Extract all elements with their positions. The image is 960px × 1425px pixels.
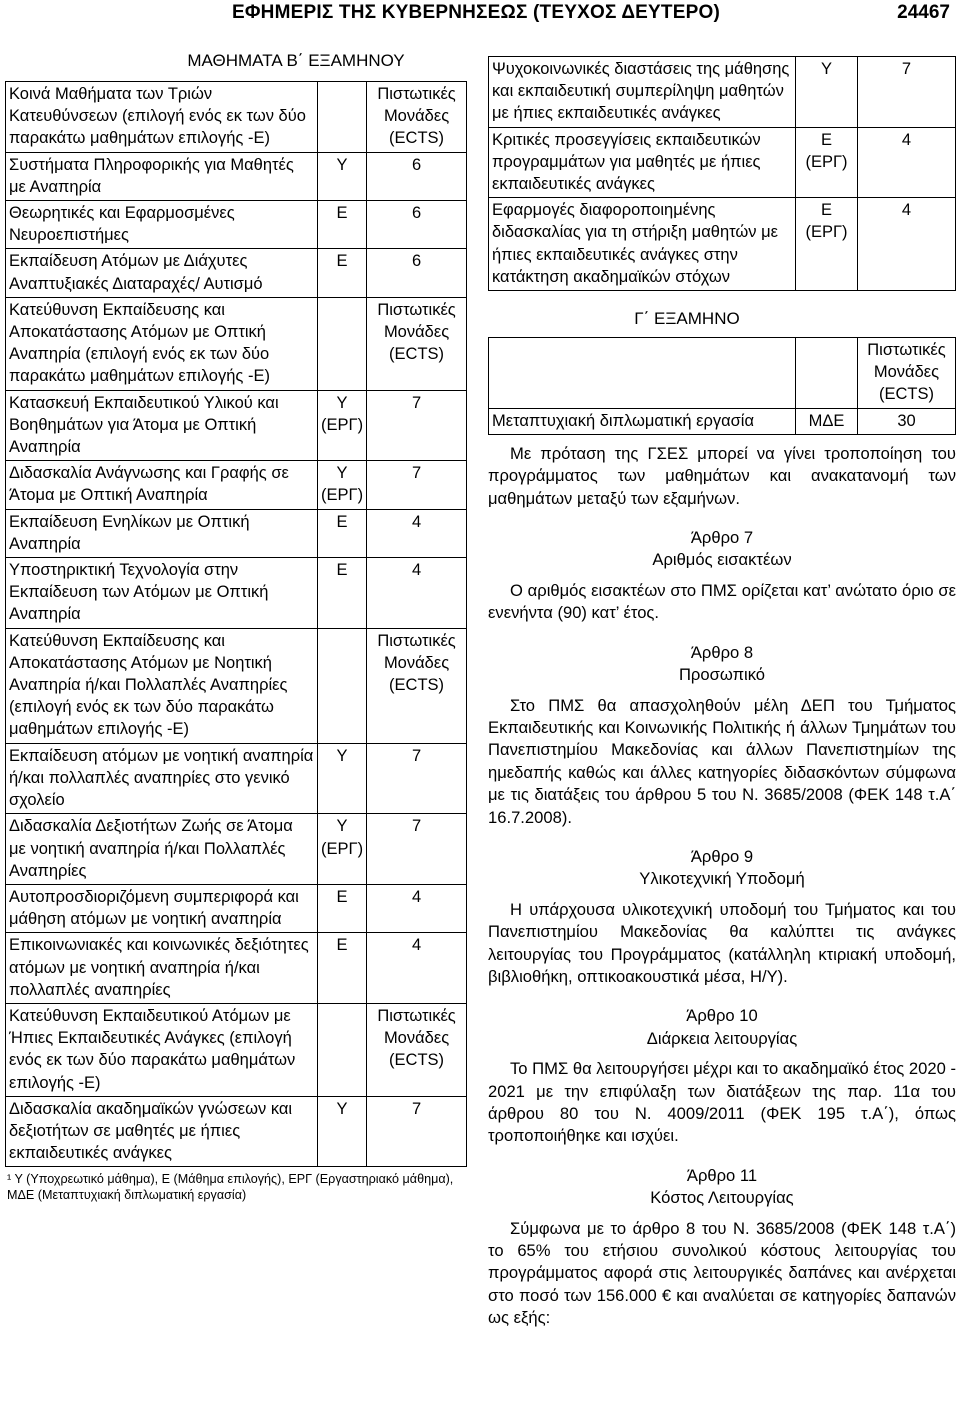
course-ects: 7 — [858, 57, 956, 128]
ects-header: Πιστωτικές Μονάδες (ECTS) — [858, 338, 956, 409]
article-body — [488, 580, 956, 625]
course-name: Θεωρητικές και Εφαρμοσμένες Νευροεπιστήμες — [6, 201, 318, 249]
course-type: Ε — [318, 201, 367, 249]
table-row — [489, 198, 956, 291]
article-body — [488, 899, 956, 989]
article-title: Αριθμός εισακτέων — [652, 550, 792, 570]
course-type: Υ (ΕΡΓ) — [318, 390, 367, 461]
semester-b-course-table — [5, 81, 467, 1167]
course-type: Ε (ΕΡΓ) — [796, 198, 858, 291]
table-cell-empty — [318, 1003, 367, 1096]
section-title: Κατεύθυνση Εκπαίδευσης και Αποκατάστασης Ατόμων με Οπτική Αναπηρία (επιλογή ενός εκ των δύο παρακάτω μαθημάτων επιλογής -Ε) — [6, 297, 318, 390]
table-row — [6, 249, 467, 297]
course-ects: 4 — [367, 884, 467, 932]
course-name: Διδασκαλία Ανάγνωσης και Γραφής σε Άτομα με Οπτική Αναπηρία — [6, 461, 318, 509]
section-title: Κατεύθυνση Εκπαίδευσης και Αποκατάστασης Ατόμων με Νοητική Αναπηρία ή/και Πολλαπλές Αναπηρίες (επιλογή ενός εκ των δύο παρακάτω μαθημάτων επιλογής -Ε) — [6, 628, 318, 743]
course-ects: 4 — [367, 558, 467, 629]
table-row — [489, 408, 956, 434]
paragraph-text: Στο ΠΜΣ θα απασχοληθούν μέλη ΔΕΠ του Τμήματος Εκπαιδευτικής και Κοινωνικής Πολιτικής ή άλλων Τμημάτων του Πανεπιστημίου Μακεδονίας και άλλων Πανεπιστημίων της ημεδαπής καθώς και άλλες κατηγορίες διδασκόντων σύμφωνα με τις διατάξεις του άρθρου 5 του Ν. 3685/2008 (ΦΕΚ 148 τ.Α΄ 16.7.2008). — [488, 695, 956, 827]
course-type: Ε — [318, 884, 367, 932]
course-name: Διδασκαλία ακαδημαϊκών γνώσεων και δεξιοτήτων σε μαθητές με ήπιες εκπαιδευτικές ανάγκες — [6, 1096, 318, 1167]
course-ects: 30 — [858, 408, 956, 434]
course-name: Υποστηρικτική Τεχνολογία στην Εκπαίδευση των Ατόμων με Οπτική Αναπηρία — [6, 558, 318, 629]
ects-header: Πιστωτικές Μονάδες (ECTS) — [367, 297, 467, 390]
table-row — [6, 509, 467, 557]
table-row — [6, 814, 467, 885]
table-section-header-row — [6, 1003, 467, 1096]
ects-header: Πιστωτικές Μονάδες (ECTS) — [367, 82, 467, 153]
footnote: ¹ Υ (Υποχρεωτικό μάθημα), Ε (Μάθημα επιλογής), ΕΡΓ (Εργαστηριακό μάθημα), ΜΔΕ (Μεταπτυχιακή διπλωματική εργασία) — [7, 1172, 454, 1203]
course-type: Ε — [318, 558, 367, 629]
paragraph-text: Το ΠΜΣ θα λειτουργήσει μέχρι και το ακαδημαϊκό έτος 2020 - 2021 με την επιφύλαξη των διατάξεων της παρ. 11α του άρθρου 80 του Ν. 4009/2011 (ΦΕΚ 195 τ.Α΄), όπως τροποποιήθηκε και ισχύει. — [488, 1059, 956, 1146]
table-row — [6, 933, 467, 1004]
course-ects: 4 — [367, 509, 467, 557]
course-name: Κατασκευή Εκπαιδευτικού Υλικού και Βοηθημάτων για Άτομα με Οπτική Αναπηρία — [6, 390, 318, 461]
course-name: Διδασκαλία Δεξιοτήτων Ζωής σε Άτομα με νοητική αναπηρία ή/και Πολλαπλές Αναπηρίες — [6, 814, 318, 885]
course-name: Επικοινωνιακές και κοινωνικές δεξιότητες ατόμων με νοητική αναπηρία ή/και πολλαπλές αναπηρίες — [6, 933, 318, 1004]
course-name: Εκπαίδευση Ενηλίκων με Οπτική Αναπηρία — [6, 509, 318, 557]
section-title: Κατεύθυνση Εκπαιδευτικού Ατόμων με Ήπιες Εκπαιδευτικές Ανάγκες (επιλογή ενός εκ των δύο παρακάτω μαθημάτων επιλογής -Ε) — [6, 1003, 318, 1096]
semester-b-heading: ΜΑΘΗΜΑΤΑ Β΄ ΕΞΑΜΗΝΟΥ — [187, 51, 405, 70]
table-row — [6, 1096, 467, 1167]
section-title: Κοινά Μαθήματα των Τριών Κατευθύνσεων (επιλογή ενός εκ των δύο παρακάτω μαθημάτων επιλογής -Ε) — [6, 82, 318, 153]
article-number: Άρθρο 11 — [686, 1165, 758, 1185]
course-ects: 7 — [367, 1096, 467, 1167]
table-row — [6, 884, 467, 932]
table-row — [6, 152, 467, 200]
paragraph-text: Η υπάρχουσα υλικοτεχνική υποδομή του Τμήματος και του Πανεπιστημίου Μακεδονίας θα καλύπτει τις ανάγκες λειτουργίας του Προγράμματος (κατάλληλη κτιριακή υποδομή, βιβλιοθήκη, οπτικοακουστικά μέσα, Η/Υ). — [488, 899, 956, 986]
articles-section — [488, 527, 956, 1330]
semester-c-table — [488, 337, 956, 435]
course-name: Εφαρμογές διαφοροποιημένης διδασκαλίας για τη στήριξη μαθητών με ήπιες εκπαιδευτικές ανάγκες στην κατάκτηση ακαδημαϊκών στόχων — [489, 198, 796, 291]
course-name: Μεταπτυχιακή διπλωματική εργασία — [489, 408, 796, 434]
page-header — [0, 0, 960, 30]
course-name: Αυτοπροσδιοριζόμενη συμπεριφορά και μάθηση ατόμων με νοητική αναπηρία — [6, 884, 318, 932]
ects-header: Πιστωτικές Μονάδες (ECTS) — [367, 628, 467, 743]
article-body — [488, 1058, 956, 1148]
ects-header: Πιστωτικές Μονάδες (ECTS) — [367, 1003, 467, 1096]
paragraph-text: Σύμφωνα με το άρθρο 8 του Ν. 3685/2008 (ΦΕΚ 148 τ.Α΄) το 65% του ετήσιου συνολικού κόστους λειτουργίας του προγράμματος αφορά στις λειτουργικές δαπάνες και ανέρχεται στο ποσό των 156.000 € και αναλύεται σε κατηγορίες δαπανών ως εξής: — [488, 1218, 956, 1328]
course-ects: 7 — [367, 814, 467, 885]
course-ects: 6 — [367, 152, 467, 200]
article-title: Κόστος Λειτουργίας — [650, 1188, 794, 1208]
semester-c-heading: Γ΄ ΕΞΑΜΗΝΟ — [634, 309, 740, 329]
table-cell-empty — [318, 297, 367, 390]
article-title: Διάρκεια λειτουργίας — [646, 1028, 798, 1048]
article-number: Άρθρο 8 — [690, 642, 754, 662]
article-number: Άρθρο 9 — [690, 846, 754, 866]
course-ects: 4 — [858, 198, 956, 291]
article-title: Προσωπικό — [678, 665, 766, 685]
course-type: ΜΔΕ — [796, 408, 858, 434]
table-row — [489, 338, 956, 409]
course-ects: 7 — [367, 461, 467, 509]
course-name: Εκπαίδευση Ατόμων με Διάχυτες Αναπτυξιακές Διαταραχές/ Αυτισμό — [6, 249, 318, 297]
article-body — [488, 1218, 956, 1330]
table-cell-empty — [489, 338, 796, 409]
course-type: Υ (ΕΡΓ) — [318, 461, 367, 509]
table-row — [6, 390, 467, 461]
table-section-header-row — [6, 628, 467, 743]
table-section-header-row — [6, 82, 467, 153]
course-type: Υ — [318, 743, 367, 814]
table-row — [489, 57, 956, 128]
course-type: Υ — [318, 1096, 367, 1167]
course-type: Υ — [796, 57, 858, 128]
course-ects: 7 — [367, 743, 467, 814]
paragraph-text: Ο αριθμός εισακτέων στο ΠΜΣ ορίζεται κατ’ ανώτατο όριο σε ενενήντα (90) κατ’ έτος. — [488, 580, 956, 623]
course-ects: 7 — [367, 390, 467, 461]
course-ects: 4 — [858, 127, 956, 198]
course-name: Συστήματα Πληροφορικής για Μαθητές με Αναπηρία — [6, 152, 318, 200]
course-type: Ε — [318, 509, 367, 557]
course-name: Εκπαίδευση ατόμων με νοητική αναπηρία ή/και πολλαπλές αναπηρίες στο γενικό σχολείο — [6, 743, 318, 814]
table-section-header-row — [6, 297, 467, 390]
article-number: Άρθρο 7 — [690, 528, 754, 548]
article-number: Άρθρο 10 — [686, 1006, 758, 1026]
article-body — [488, 695, 956, 829]
semester-b-course-table-continued — [488, 56, 956, 291]
table-row — [489, 127, 956, 198]
course-ects: 6 — [367, 249, 467, 297]
course-name: Ψυχοκοινωνικές διαστάσεις της μάθησης και εκπαιδευτική συμπερίληψη μαθητών με ήπιες εκπαιδευτικές ανάγκες — [489, 57, 796, 128]
table-row — [6, 743, 467, 814]
page-number: 24467 — [897, 2, 950, 23]
table-cell-empty — [318, 82, 367, 153]
right-column — [488, 56, 956, 1330]
course-type: Ε — [318, 249, 367, 297]
course-ects: 4 — [367, 933, 467, 1004]
table-cell-empty — [796, 338, 858, 409]
article-title: Υλικοτεχνική Υποδομή — [639, 869, 805, 889]
course-name: Κριτικές προσεγγίσεις εκπαιδευτικών προγραμμάτων για μαθητές με ήπιες εκπαιδευτικές ανάγκες — [489, 127, 796, 198]
course-ects: 6 — [367, 201, 467, 249]
amendment-paragraph — [488, 443, 956, 510]
table-row — [6, 558, 467, 629]
course-type: Υ (ΕΡΓ) — [318, 814, 367, 885]
table-row — [6, 201, 467, 249]
left-column — [5, 51, 467, 1203]
course-type: Ε (ΕΡΓ) — [796, 127, 858, 198]
course-type: Υ — [318, 152, 367, 200]
table-cell-empty — [318, 628, 367, 743]
paragraph-text: Με πρόταση της ΓΣΕΣ μπορεί να γίνει τροποποίηση του προγράμματος των μαθημάτων και ανακατανομή των μαθημάτων μεταξύ των εξαμήνων. — [488, 443, 956, 508]
table-row — [6, 461, 467, 509]
course-type: Ε — [318, 933, 367, 1004]
gazette-title: ΕΦΗΜΕΡΙΣ ΤΗΣ ΚΥΒΕΡΝΗΣΕΩΣ (ΤΕΥΧΟΣ ΔΕΥΤΕΡΟ) — [232, 2, 720, 23]
